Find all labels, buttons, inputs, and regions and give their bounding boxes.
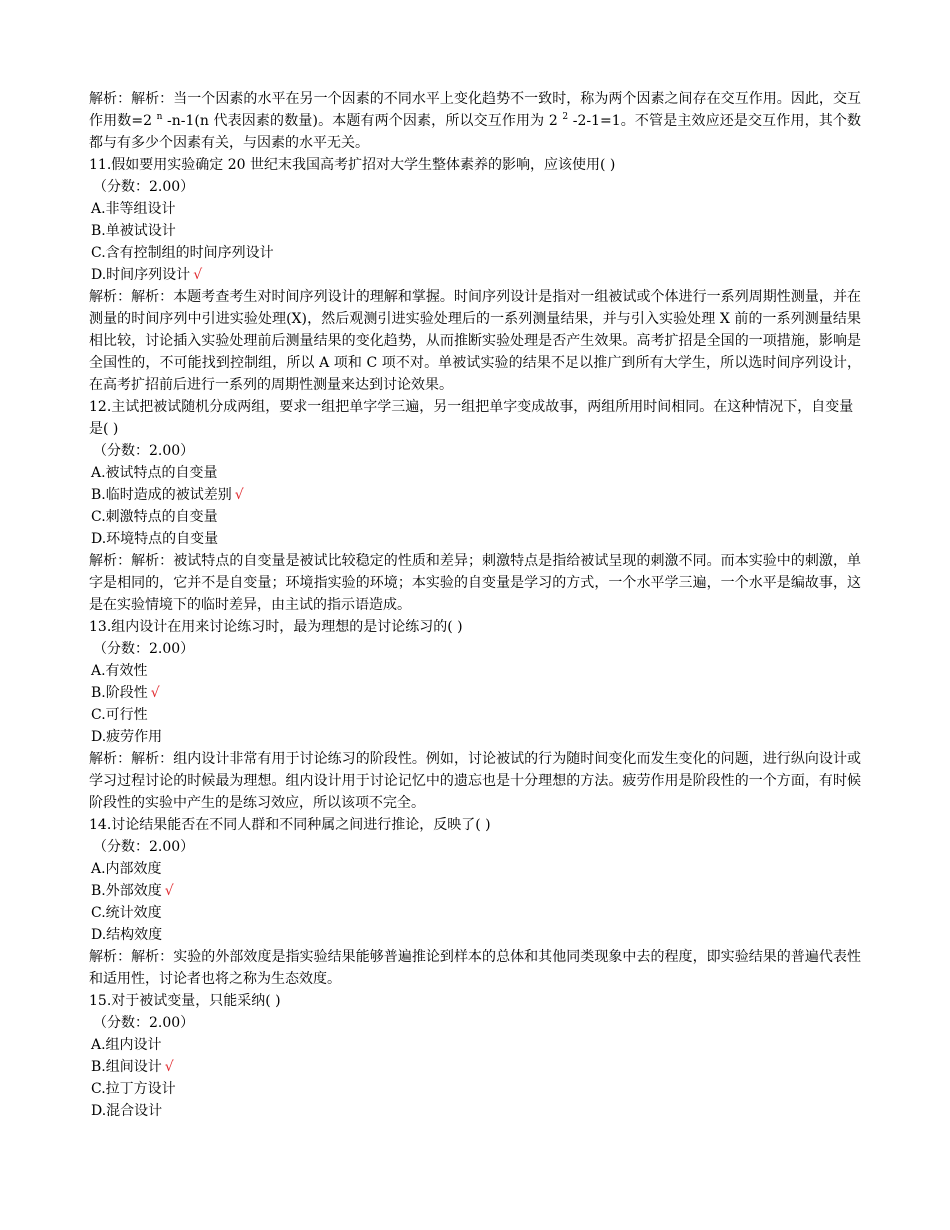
question-analysis: 解析：解析：实验的外部效度是指实验结果能够普遍推论到样本的总体和其他同类现象中去的程度，即实验结果的普遍代表性和适用性，讨论者也将之称为生态效度。 xyxy=(89,949,861,987)
option-label: D.时间序列设计 xyxy=(91,267,191,283)
option-d: D.结构效度 xyxy=(91,927,163,943)
option-a: A.组内设计 xyxy=(91,1037,162,1053)
correct-check-icon: √ xyxy=(164,883,174,899)
intro-superscript-2: 2 xyxy=(562,112,569,122)
option-d-correct xyxy=(89,264,861,286)
option-a: A.非等组设计 xyxy=(91,201,176,217)
intro-superscript-n: n xyxy=(156,112,163,122)
option-a: A.被试特点的自变量 xyxy=(91,465,218,481)
option-label: B.外部效度 xyxy=(91,883,162,899)
option-label: B.阶段性 xyxy=(91,685,148,701)
option-b-correct xyxy=(89,484,861,506)
option-c: C.含有控制组的时间序列设计 xyxy=(91,245,274,261)
question-score: （分数：2.00） xyxy=(93,179,195,195)
option-c: C.统计效度 xyxy=(91,905,162,921)
question-stem: 13.组内设计在用来讨论练习时，最为理想的是讨论练习的( ) xyxy=(89,619,463,635)
question-score: （分数：2.00） xyxy=(93,839,195,855)
option-b: B.单被试设计 xyxy=(91,223,176,239)
question-stem: 14.讨论结果能否在不同人群和不同种属之间进行推论，反映了( ) xyxy=(89,817,491,833)
question-stem: 12.主试把被试随机分成两组，要求一组把单字学三遍，另一组把单字变成故事，两组所用时间相同。在这种情况下，自变量是( ) xyxy=(89,399,854,437)
question-score: （分数：2.00） xyxy=(93,443,195,459)
intro-analysis xyxy=(89,88,861,154)
option-d: D.疲劳作用 xyxy=(91,729,163,745)
option-c: C.刺激特点的自变量 xyxy=(91,509,218,525)
option-b-correct xyxy=(89,682,861,704)
option-label: B.临时造成的被试差别 xyxy=(91,487,232,503)
intro-text-part3: -2-1=1。不管是主效应还是交互作用，其个数都与有多少个因素有关，与因素的水平无关。 xyxy=(89,113,861,151)
document-page xyxy=(89,88,861,1122)
correct-check-icon: √ xyxy=(234,487,244,503)
option-b-correct xyxy=(89,880,861,902)
correct-check-icon: √ xyxy=(164,1059,174,1075)
option-d: D.混合设计 xyxy=(91,1103,163,1119)
question-analysis: 解析：解析：组内设计非常有用于讨论练习的阶段性。例如，讨论被试的行为随时间变化而发生变化的问题，进行纵向设计或学习过程讨论的时候最为理想。组内设计用于讨论记忆中的遗忘也是十分理想的方法。疲劳作用是阶段性的一个方面，有时候阶段性的实验中产生的是练习效应，所以该项不完全。 xyxy=(89,751,861,811)
question-analysis: 解析：解析：被试特点的自变量是被试比较稳定的性质和差异；刺激特点是指给被试呈现的刺激不同。而本实验中的刺激，单字是相同的，它并不是自变量；环境指实验的环境；本实验的自变量是学习的方式，一个水平学三遍，一个水平是编故事，这是在实验情境下的临时差异，由主试的指示语造成。 xyxy=(89,553,861,613)
question-score: （分数：2.00） xyxy=(93,641,195,657)
option-b-correct xyxy=(89,1056,861,1078)
question-score: （分数：2.00） xyxy=(93,1015,195,1031)
question-stem: 15.对于被试变量，只能采纳( ) xyxy=(89,993,281,1009)
question-block-11 xyxy=(89,154,861,396)
correct-check-icon: √ xyxy=(150,685,160,701)
question-block-15 xyxy=(89,990,861,1122)
question-stem: 11.假如要用实验确定 20 世纪末我国高考扩招对大学生整体素养的影响，应该使用( ) xyxy=(89,157,616,173)
intro-text-part1: 解析：解析：当一个因素的水平在另一个因素的不同水平上变化趋势不一致时，称为两个因素之间存在交互作用。因此，交互作用数=2 xyxy=(89,91,861,129)
intro-text-part2: -n-1(n 代表因素的数量)。本题有两个因素，所以交互作用为 2 xyxy=(167,113,558,129)
option-a: A.有效性 xyxy=(91,663,148,679)
option-label: B.组间设计 xyxy=(91,1059,162,1075)
option-d: D.环境特点的自变量 xyxy=(91,531,219,547)
question-block-14 xyxy=(89,814,861,990)
question-block-13 xyxy=(89,616,861,814)
question-block-12 xyxy=(89,396,861,616)
correct-check-icon: √ xyxy=(193,267,203,283)
question-analysis: 解析：解析：本题考查考生对时间序列设计的理解和掌握。时间序列设计是指对一组被试或个体进行一系列周期性测量，并在测量的时间序列中引进实验处理(X)，然后观测引进实验处理后的一系列测量结果，并与引入实验处理 X 前的一系列测量结果相比较，讨论插入实验处理前后测量结果的变化趋势，从而推断实验处理是否产生效果。高考扩招是全国的一项措施，影响是全国性的，不可能找到控制组，所以 A 项和 C 项不对。单被试实验的结果不足以推广到所有大学生，所以选时间序列设计，在高考扩招前后进行一系列的周期性测量来达到讨论效果。 xyxy=(89,289,861,393)
option-a: A.内部效度 xyxy=(91,861,162,877)
option-c: C.拉丁方设计 xyxy=(91,1081,176,1097)
option-c: C.可行性 xyxy=(91,707,148,723)
